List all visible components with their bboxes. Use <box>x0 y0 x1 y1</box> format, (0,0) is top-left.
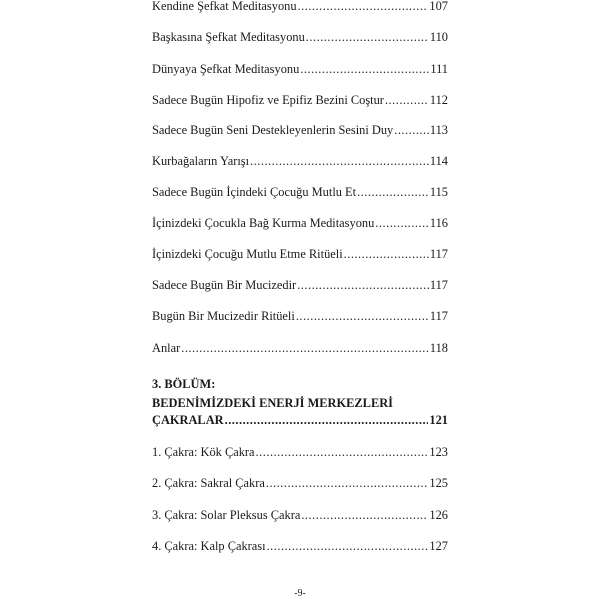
dot-leader <box>297 277 429 293</box>
dot-leader <box>267 538 429 554</box>
dot-leader <box>375 215 429 231</box>
toc-entry-title: Başkasına Şefkat Meditasyonu <box>152 30 305 44</box>
toc-entry-title: Sadece Bugün Hipofiz ve Epifiz Bezini Coştur <box>152 93 384 107</box>
toc-entry-page: 127 <box>429 539 448 553</box>
toc-entry-title: 3. Çakra: Solar Pleksus Çakra <box>152 508 301 522</box>
toc-entry <box>152 153 448 169</box>
dot-leader <box>225 412 429 428</box>
toc-entry <box>152 92 448 108</box>
toc-entry-page: 117 <box>429 278 448 292</box>
toc-entry-page: 126 <box>429 508 448 522</box>
toc-entry <box>152 215 448 231</box>
toc-entry <box>152 308 448 324</box>
dot-leader <box>394 122 429 138</box>
toc-entry-title: 1. Çakra: Kök Çakra <box>152 445 255 459</box>
dot-leader <box>301 507 428 523</box>
toc-entry <box>152 0 448 14</box>
toc-entry <box>152 444 448 460</box>
dot-leader <box>344 246 429 262</box>
toc-entry-page: 125 <box>429 476 448 490</box>
toc-entry <box>152 475 448 491</box>
toc-entry-title: Sadece Bugün İçindeki Çocuğu Mutlu Et <box>152 185 357 199</box>
toc-entry-page: 115 <box>429 185 448 199</box>
toc-entry-title: Sadece Bugün Bir Mucizedir <box>152 278 297 292</box>
section-heading-title: BEDENİMİZDEKİ ENERJİ MERKEZLERİ <box>152 396 393 410</box>
toc-entry-page: 121 <box>429 413 448 427</box>
dot-leader <box>266 475 429 491</box>
toc-entry <box>152 340 448 356</box>
page-number: -9- <box>294 588 306 599</box>
toc-entry <box>152 184 448 200</box>
toc-entry-page: 114 <box>429 154 448 168</box>
toc-entry <box>152 246 448 262</box>
toc-entry-title: 4. Çakra: Kalp Çakrası <box>152 539 266 553</box>
toc-entry-title: İçinizdeki Çocuğu Mutlu Etme Ritüeli <box>152 247 343 261</box>
section-heading-number: 3. BÖLÜM: <box>152 377 216 391</box>
dot-leader <box>298 0 429 14</box>
dot-leader <box>296 308 429 324</box>
dot-leader <box>385 92 429 108</box>
toc-entry-title: 2. Çakra: Sakral Çakra <box>152 476 265 490</box>
dot-leader <box>357 184 429 200</box>
toc-entry-title: Kurbağaların Yarışı <box>152 154 250 168</box>
toc-entry-page: 107 <box>429 0 448 13</box>
dot-leader <box>250 153 429 169</box>
dot-leader <box>300 61 429 77</box>
toc-entry-page: 111 <box>430 62 448 76</box>
toc-entry-title: Anlar <box>152 341 181 355</box>
toc-entry <box>152 29 448 45</box>
toc-entry-title: Kendine Şefkat Meditasyonu <box>152 0 297 13</box>
toc-entry <box>152 507 448 523</box>
toc-entry-page: 116 <box>429 216 448 230</box>
dot-leader <box>181 340 429 356</box>
dot-leader <box>256 444 429 460</box>
toc-entry-title: Sadece Bugün Seni Destekleyenlerin Sesini Duy <box>152 123 394 137</box>
toc-entry-page: 113 <box>429 123 448 137</box>
toc-entry-page: 110 <box>429 30 448 44</box>
toc-entry-title: İçinizdeki Çocukla Bağ Kurma Meditasyonu <box>152 216 375 230</box>
toc-entry-page: 118 <box>429 341 448 355</box>
toc-entry <box>152 538 448 554</box>
toc-entry-title: Dünyaya Şefkat Meditasyonu <box>152 62 300 76</box>
toc-entry <box>152 277 448 293</box>
toc-section-entry <box>152 412 448 428</box>
toc-entry <box>152 122 448 138</box>
toc-entry-page: 117 <box>429 309 448 323</box>
toc-entry-page: 112 <box>429 93 448 107</box>
toc-entry-page: 117 <box>429 247 448 261</box>
toc-entry <box>152 61 448 77</box>
dot-leader <box>306 29 429 45</box>
toc-entry-title: Bugün Bir Mucizedir Ritüeli <box>152 309 295 323</box>
toc-entry-title: ÇAKRALAR <box>152 413 224 427</box>
toc-entry-page: 123 <box>429 445 448 459</box>
